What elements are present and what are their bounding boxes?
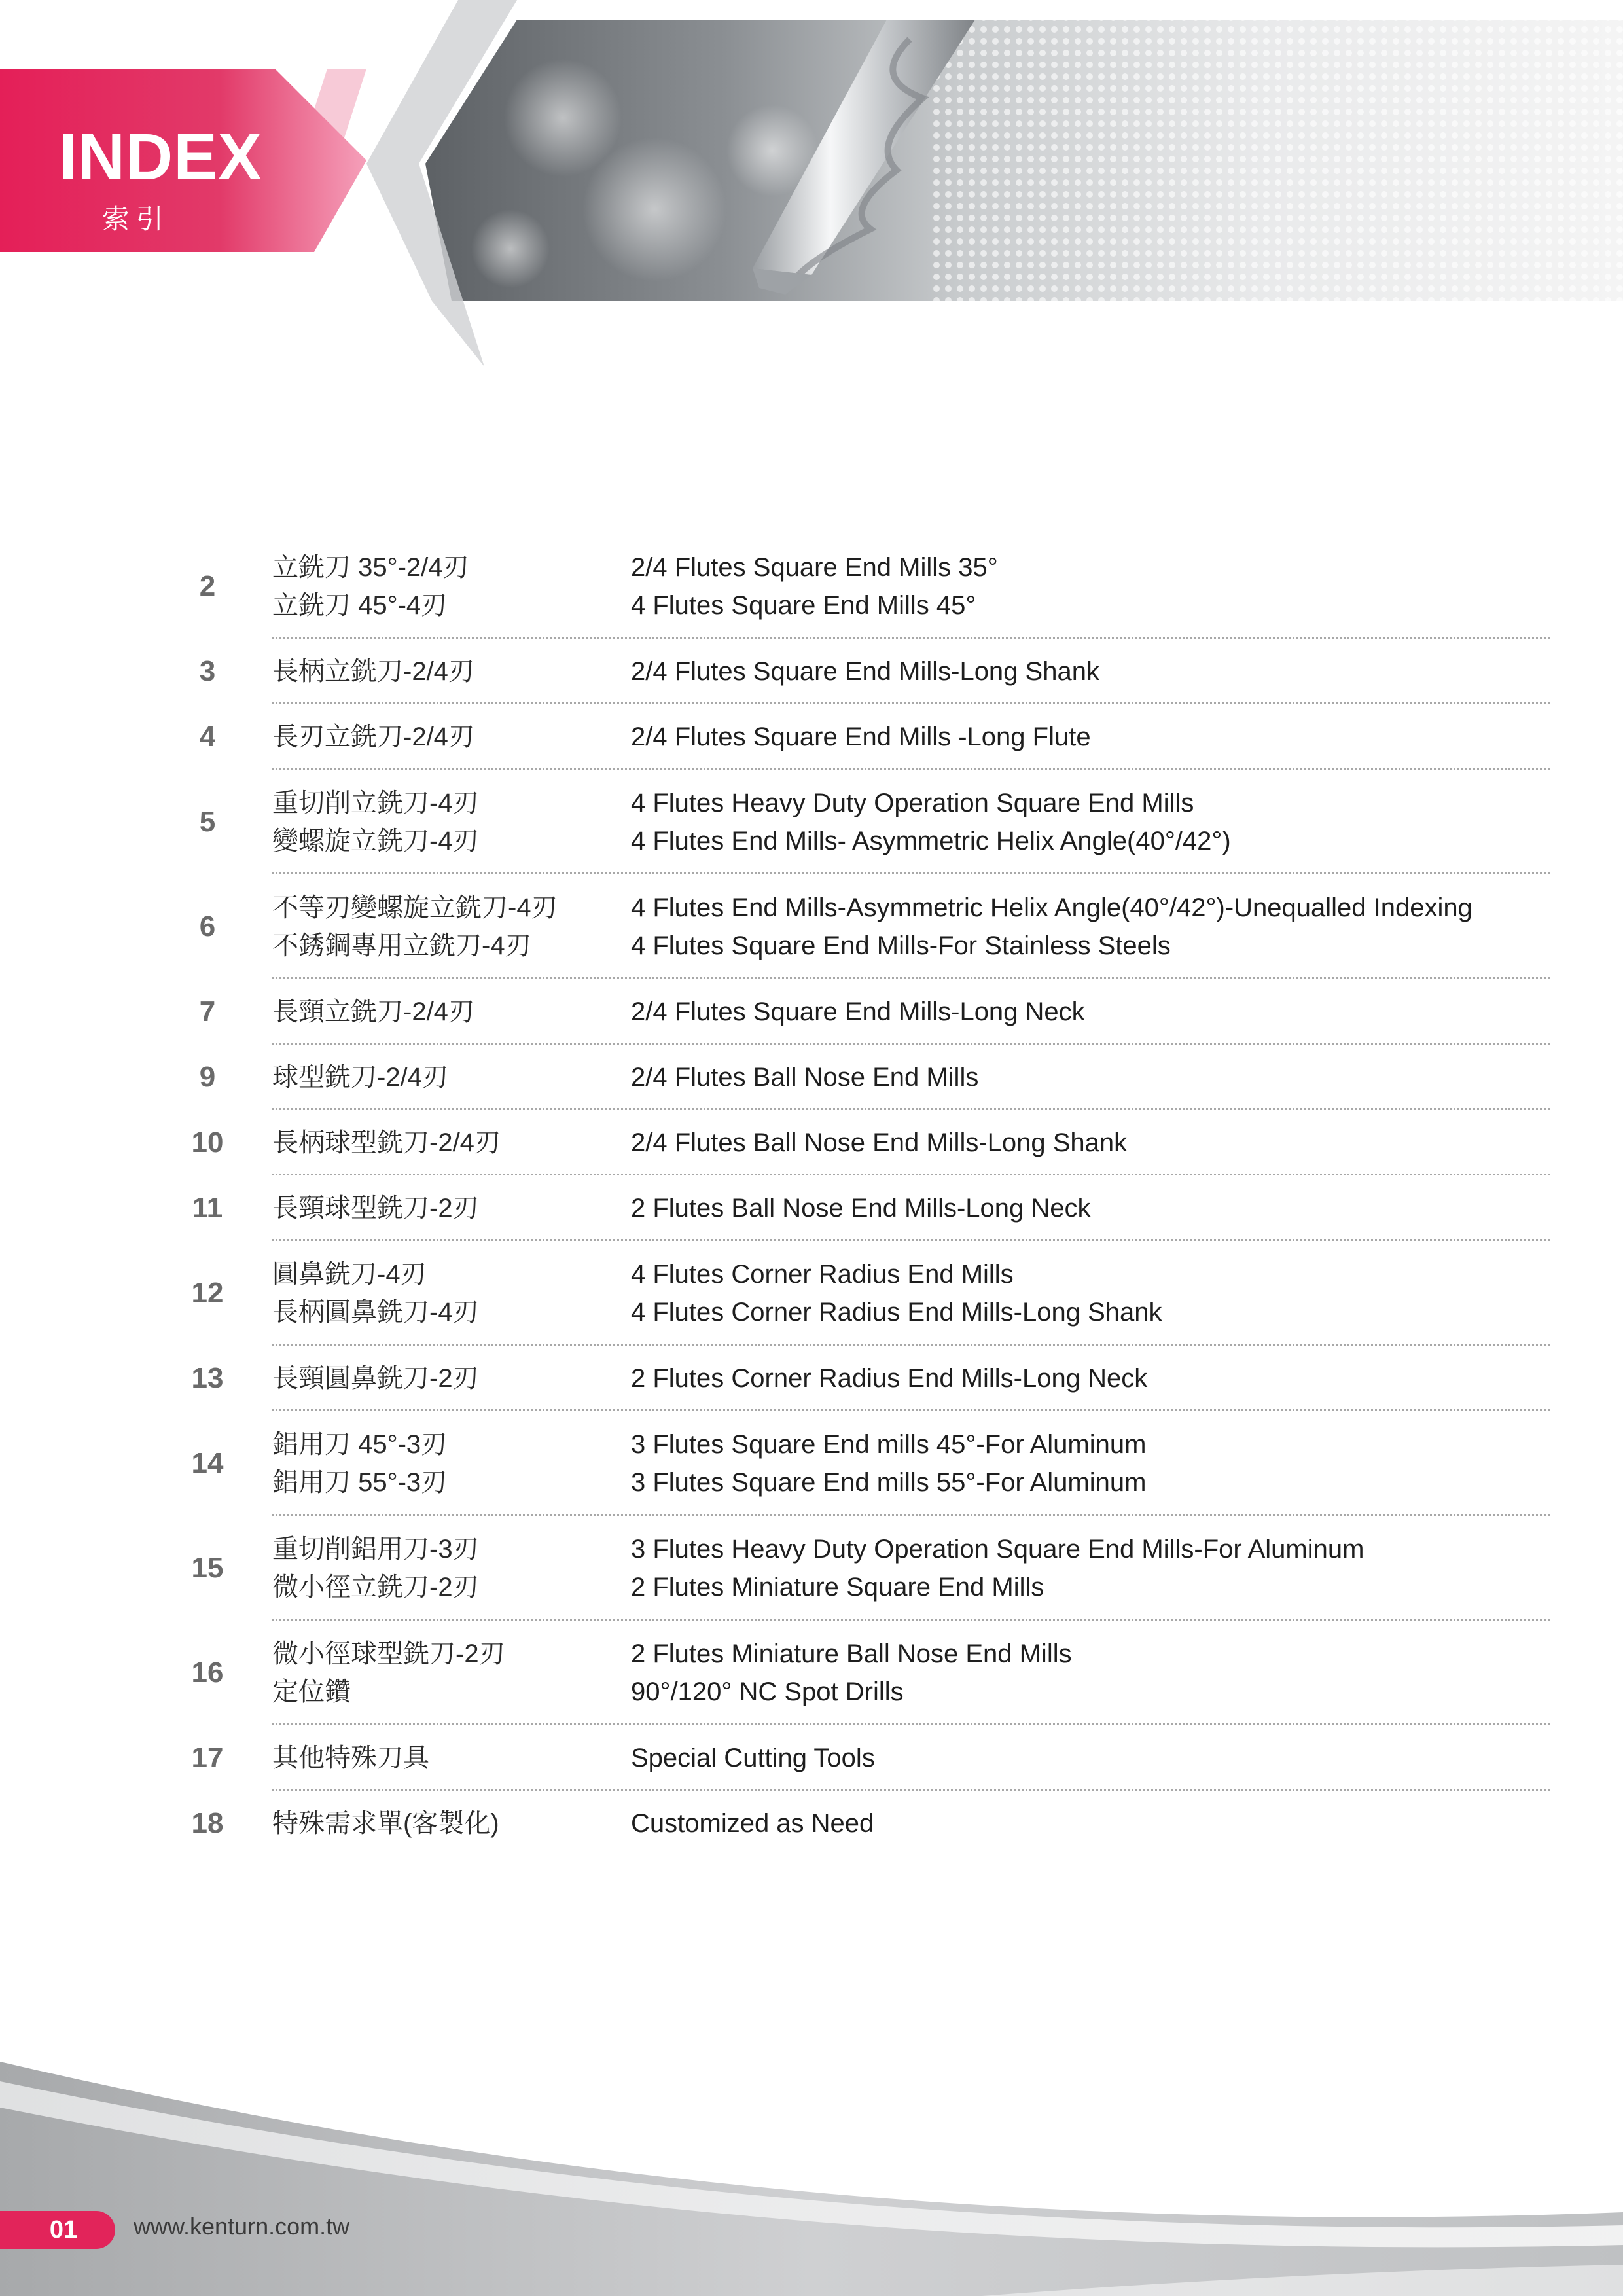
index-page-number: 10 (191, 1126, 224, 1158)
chinese-title-line: 長刃立銑刀-2/4刃 (272, 723, 474, 751)
index-page-number: 7 (199, 996, 216, 1028)
index-page-number: 9 (199, 1061, 216, 1093)
index-english-title (631, 1255, 1162, 1331)
english-title-line: Special Cutting Tools (631, 1744, 875, 1772)
index-row (177, 1516, 1512, 1621)
index-row (177, 1045, 1512, 1110)
index-page-number: 17 (191, 1742, 224, 1774)
index-chinese-title (272, 653, 474, 691)
subtitle-char: 索 (102, 204, 130, 234)
chinese-title-line: 微小徑立銑刀-2刃 (272, 1573, 479, 1602)
index-page-number: 13 (191, 1362, 224, 1394)
index-english-title (631, 993, 1085, 1031)
index-row (177, 874, 1512, 979)
english-title-line: 2/4 Flutes Ball Nose End Mills-Long Shank (631, 1128, 1128, 1157)
index-chinese-title (272, 1426, 447, 1501)
chinese-title-line: 不等刃變螺旋立銑刀-4刃 (272, 893, 558, 922)
english-title-line: 4 Flutes End Mills-Asymmetric Helix Angle(40°/42°)-Unequalled Indexing (631, 893, 1472, 922)
index-chinese-title (272, 1255, 479, 1331)
page-subtitle (59, 198, 207, 237)
english-title-line: 2/4 Flutes Square End Mills 35° (631, 553, 998, 582)
index-chinese-title (272, 1359, 479, 1397)
index-row (177, 639, 1512, 704)
english-title-line: 2/4 Flutes Square End Mills -Long Flute (631, 723, 1091, 751)
index-row (177, 1411, 1512, 1516)
chinese-title-line: 長頸圓鼻銑刀-2刃 (272, 1364, 479, 1393)
english-title-line: 4 Flutes Corner Radius End Mills (631, 1260, 1014, 1289)
chinese-title-line: 長頸立銑刀-2/4刃 (272, 997, 474, 1026)
english-title-line: 3 Flutes Square End mills 55°-For Aluminum (631, 1468, 1147, 1497)
english-title-line: 3 Flutes Heavy Duty Operation Square End Mills-For Aluminum (631, 1535, 1364, 1564)
index-chinese-title (272, 1804, 499, 1842)
index-chinese-title (272, 548, 469, 624)
index-page-number: 14 (191, 1447, 224, 1479)
index-english-title (631, 548, 998, 624)
index-row (177, 1725, 1512, 1791)
index-page-number: 4 (199, 721, 216, 753)
index-english-title (631, 1530, 1364, 1606)
index-chinese-title (272, 1530, 479, 1606)
index-row (177, 1791, 1512, 1856)
index-chinese-title (272, 1124, 501, 1162)
index-chinese-title (272, 1189, 479, 1227)
chinese-title-line: 不銹鋼專用立銑刀-4刃 (272, 931, 531, 960)
index-page-number: 12 (191, 1277, 224, 1309)
index-row (177, 1175, 1512, 1241)
index-row (177, 704, 1512, 770)
english-title-line: 2/4 Flutes Square End Mills-Long Shank (631, 657, 1099, 686)
index-english-title (631, 1739, 875, 1777)
index-chinese-title (272, 889, 558, 965)
index-chinese-title (272, 1058, 448, 1096)
index-english-title (631, 1359, 1147, 1397)
english-title-line: 2 Flutes Miniature Square End Mills (631, 1573, 1044, 1602)
index-chinese-title (272, 993, 474, 1031)
chinese-title-line: 鋁用刀 55°-3刃 (272, 1468, 448, 1497)
chinese-title-line: 定位鑽 (272, 1677, 351, 1706)
index-row (177, 534, 1512, 639)
footer-wave (0, 2029, 1623, 2296)
chinese-title-line: 球型銑刀-2/4刃 (272, 1063, 448, 1092)
index-row (177, 1621, 1512, 1725)
index-english-title (631, 1426, 1146, 1501)
index-page-number: 2 (199, 570, 216, 602)
index-english-title (631, 1058, 978, 1096)
index-english-title (631, 1189, 1091, 1227)
chinese-title-line: 圓鼻銑刀-4刃 (272, 1260, 427, 1289)
english-title-line: 4 Flutes Heavy Duty Operation Square End Mills (631, 789, 1194, 817)
chinese-title-line: 長柄球型銑刀-2/4刃 (272, 1128, 501, 1157)
chinese-title-line: 長柄圓鼻銑刀-4刃 (272, 1298, 479, 1327)
chinese-title-line: 長頸球型銑刀-2刃 (272, 1194, 479, 1223)
index-page-number: 3 (199, 655, 216, 687)
index-list (177, 534, 1512, 1856)
index-chinese-title (272, 1635, 505, 1711)
index-row (177, 1241, 1512, 1346)
index-english-title (631, 1804, 874, 1842)
index-chinese-title (272, 718, 474, 756)
english-title-line: 2/4 Flutes Square End Mills-Long Neck (631, 997, 1085, 1026)
chinese-title-line: 鋁用刀 45°-3刃 (272, 1430, 448, 1459)
index-page-number: 5 (199, 806, 216, 838)
english-title-line: Customized as Need (631, 1809, 874, 1838)
english-title-line: 4 Flutes Square End Mills-For Stainless Steels (631, 931, 1171, 960)
chinese-title-line: 重切削立銑刀-4刃 (272, 789, 479, 817)
subtitle-char: 引 (135, 204, 164, 234)
index-row (177, 1346, 1512, 1411)
english-title-line: 4 Flutes Corner Radius End Mills-Long Shank (631, 1298, 1162, 1327)
index-row (177, 979, 1512, 1045)
english-title-line: 4 Flutes Square End Mills 45° (631, 591, 976, 620)
index-english-title (631, 1124, 1127, 1162)
index-english-title (631, 718, 1091, 756)
index-page-number: 11 (192, 1192, 223, 1224)
index-english-title (631, 784, 1231, 860)
english-title-line: 2 Flutes Corner Radius End Mills-Long Neck (631, 1364, 1148, 1393)
index-page-number: 15 (191, 1552, 224, 1584)
index-page-number: 16 (191, 1657, 224, 1689)
index-english-title (631, 1635, 1072, 1711)
chinese-title-line: 微小徑球型銑刀-2刃 (272, 1640, 505, 1668)
index-english-title (631, 653, 1099, 691)
page-number-badge: 01 (0, 2211, 115, 2249)
chinese-title-line: 特殊需求單(客製化) (272, 1809, 499, 1838)
english-title-line: 2 Flutes Miniature Ball Nose End Mills (631, 1640, 1072, 1668)
index-chinese-title (272, 1739, 429, 1777)
english-title-line: 4 Flutes End Mills- Asymmetric Helix Angle(40°/42°) (631, 827, 1231, 855)
index-row (177, 1110, 1512, 1175)
website-url: www.kenturn.com.tw (134, 2213, 350, 2240)
chinese-title-line: 立銑刀 35°-2/4刃 (272, 553, 469, 582)
english-title-line: 2 Flutes Ball Nose End Mills-Long Neck (631, 1194, 1091, 1223)
index-page-number: 18 (191, 1807, 224, 1839)
chinese-title-line: 長柄立銑刀-2/4刃 (272, 657, 474, 686)
chinese-title-line: 其他特殊刀具 (272, 1744, 429, 1772)
index-english-title (631, 889, 1472, 965)
chinese-title-line: 重切削鋁用刀-3刃 (272, 1535, 479, 1564)
english-title-line: 2/4 Flutes Ball Nose End Mills (631, 1063, 979, 1092)
index-chinese-title (272, 784, 479, 860)
page-title: INDEX (59, 120, 262, 194)
index-page-number: 6 (199, 910, 216, 942)
english-title-line: 3 Flutes Square End mills 45°-For Aluminum (631, 1430, 1147, 1459)
chinese-title-line: 變螺旋立銑刀-4刃 (272, 827, 479, 855)
chinese-title-line: 立銑刀 45°-4刃 (272, 591, 448, 620)
index-row (177, 770, 1512, 874)
english-title-line: 90°/120° NC Spot Drills (631, 1677, 904, 1706)
